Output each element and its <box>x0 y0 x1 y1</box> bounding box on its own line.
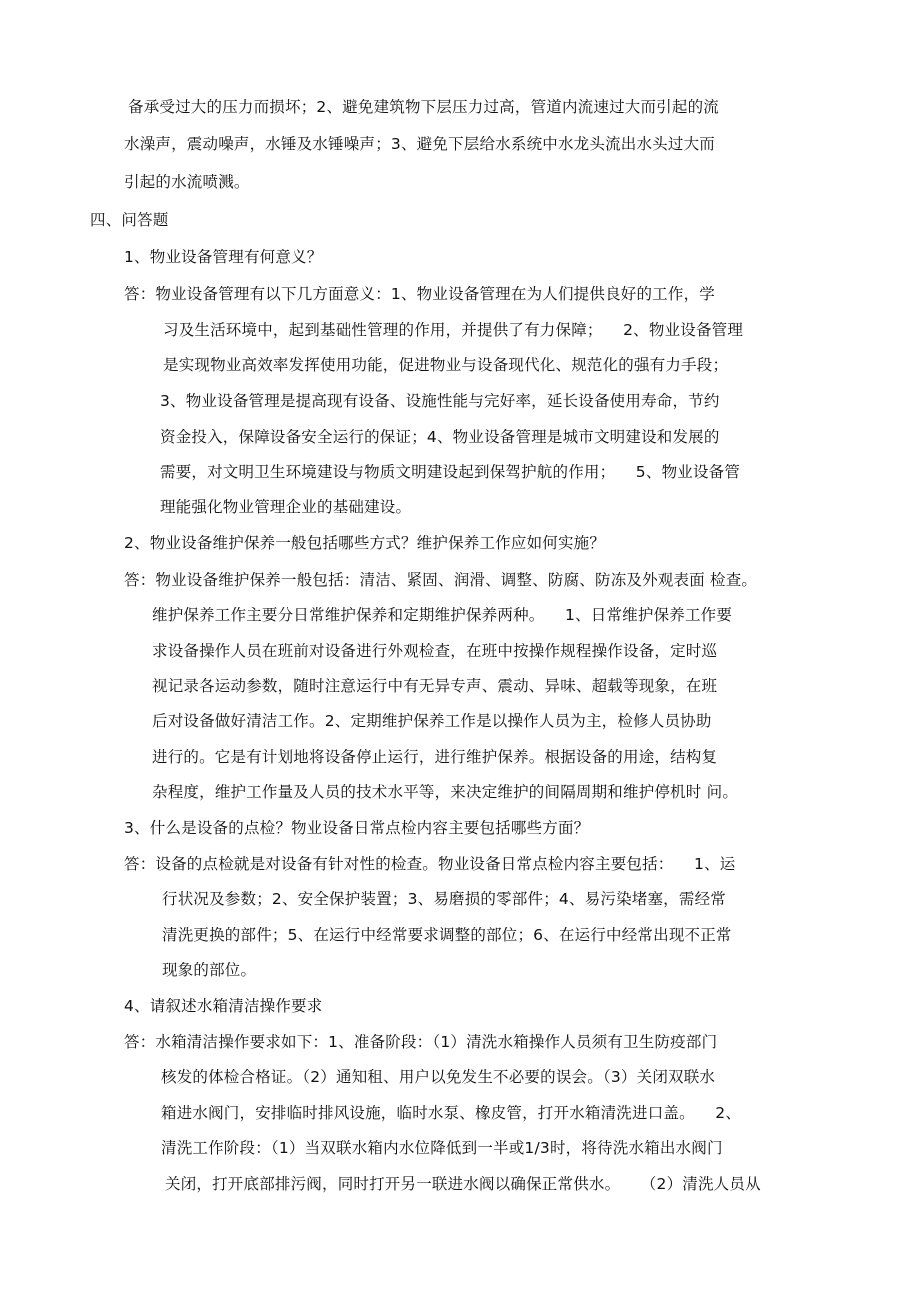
text-line-3: 引起的水流喷溅。 <box>124 173 250 191</box>
answer-2-line-1: 答：物业设备维护保养一般包括：清洁、紧固、润滑、调整、防腐、防冻及外观表面 检查。 <box>124 571 758 589</box>
answer-4-line-4: 清洗工作阶段：（1）当双联水箱内水位降低到一半或1/3时，将待洗水箱出水阀门 <box>161 1139 723 1157</box>
question-1: 1、物业设备管理有何意义？ <box>124 248 323 266</box>
answer-2-line-5: 后对设备做好清洁工作。2、定期维护保养工作是以操作人员为主，检修人员协助 <box>152 712 712 730</box>
answer-2-line-3: 求设备操作人员在班前对设备进行外观检查，在班中按操作规程操作设备，定时巡 <box>152 642 718 660</box>
question-4: 4、请叙述水箱清洁操作要求 <box>124 997 323 1015</box>
answer-1-line-2: 习及生活环境中，起到基础性管理的作用，并提供了有力保障； 2、物业设备管理 <box>163 321 744 339</box>
answer-1-line-3: 是实现物业高效率发挥使用功能，促进物业与设备现代化、规范化的强有力手段； <box>163 356 729 374</box>
answer-3-line-1: 答：设备的点检就是对设备有针对性的检查。物业设备日常点检内容主要包括： 1、运 <box>124 855 736 873</box>
answer-2-line-4: 视记录各运动参数，随时注意运行中有无异专声、震动、异味、超载等现象，在班 <box>152 677 718 695</box>
question-2: 2、物业设备维护保养一般包括哪些方式？维护保养工作应如何实施？ <box>124 534 606 552</box>
answer-3-line-2: 行状况及参数；2、安全保护装置；3、易磨损的零部件；4、易污染堵塞，需经常 <box>162 890 726 908</box>
answer-4-line-3: 箱进水阀门，安排临时排风设施，临时水泵、橡皮管，打开水箱清洗进口盖。 2、 <box>161 1104 742 1122</box>
answer-2-line-2: 维护保养工作主要分日常维护保养和定期维护保养两种。 1、日常维护保养工作要 <box>152 606 733 624</box>
answer-1-line-6: 需要，对文明卫生环境建设与物质文明建设起到保驾护航的作用； 5、物业设备管 <box>160 463 741 481</box>
text-line-2: 水澡声，震动噪声，水锤及水锤噪声；3、避免下层给水系统中水龙头流出水头过大而 <box>124 135 715 153</box>
question-3: 3、什么是设备的点检？物业设备日常点检内容主要包括哪些方面？ <box>124 819 590 837</box>
answer-2-line-6: 进行的。它是有计划地将设备停止运行，进行维护保养。根据设备的用途，结构复 <box>152 748 718 766</box>
answer-1-line-7: 理能强化物业管理企业的基础建设。 <box>160 498 412 516</box>
answer-3-line-4: 现象的部位。 <box>162 961 257 979</box>
answer-1-line-5: 资金投入，保障设备安全运行的保证；4、物业设备管理是城市文明建设和发展的 <box>160 428 720 446</box>
answer-4-line-2: 核发的体检合格证。（2）通知租、用户以免发生不必要的误会。（3）关闭双联水 <box>161 1068 716 1086</box>
answer-4-line-1: 答：水箱清洁操作要求如下：1、准备阶段：（1）清洗水箱操作人员须有卫生防疫部门 <box>124 1033 718 1051</box>
answer-2-line-7: 杂程度，维护工作量及人员的技术水平等，来决定维护的间隔周期和维护停机时 问。 <box>152 783 739 801</box>
answer-3-line-3: 清洗更换的部件；5、在运行中经常要求调整的部位；6、在运行中经常出现不正常 <box>162 926 732 944</box>
section-heading: 四、问答题 <box>90 211 169 229</box>
text-line-1: 备承受过大的压力而损坏；2、避免建筑物下层压力过高，管道内流速过大而引起的流 <box>128 98 719 116</box>
answer-1-line-4: 3、物业设备管理是提高现有设备、设施性能与完好率，延长设备使用寿命，节约 <box>160 392 720 410</box>
answer-4-line-5: 关闭，打开底部排污阀，同时打开另一联进水阀以确保正常供水。 （2）清洗人员从 <box>165 1175 761 1193</box>
answer-1-line-1: 答：物业设备管理有以下几方面意义：1、物业设备管理在为人们提供良好的工作，学 <box>124 285 715 303</box>
